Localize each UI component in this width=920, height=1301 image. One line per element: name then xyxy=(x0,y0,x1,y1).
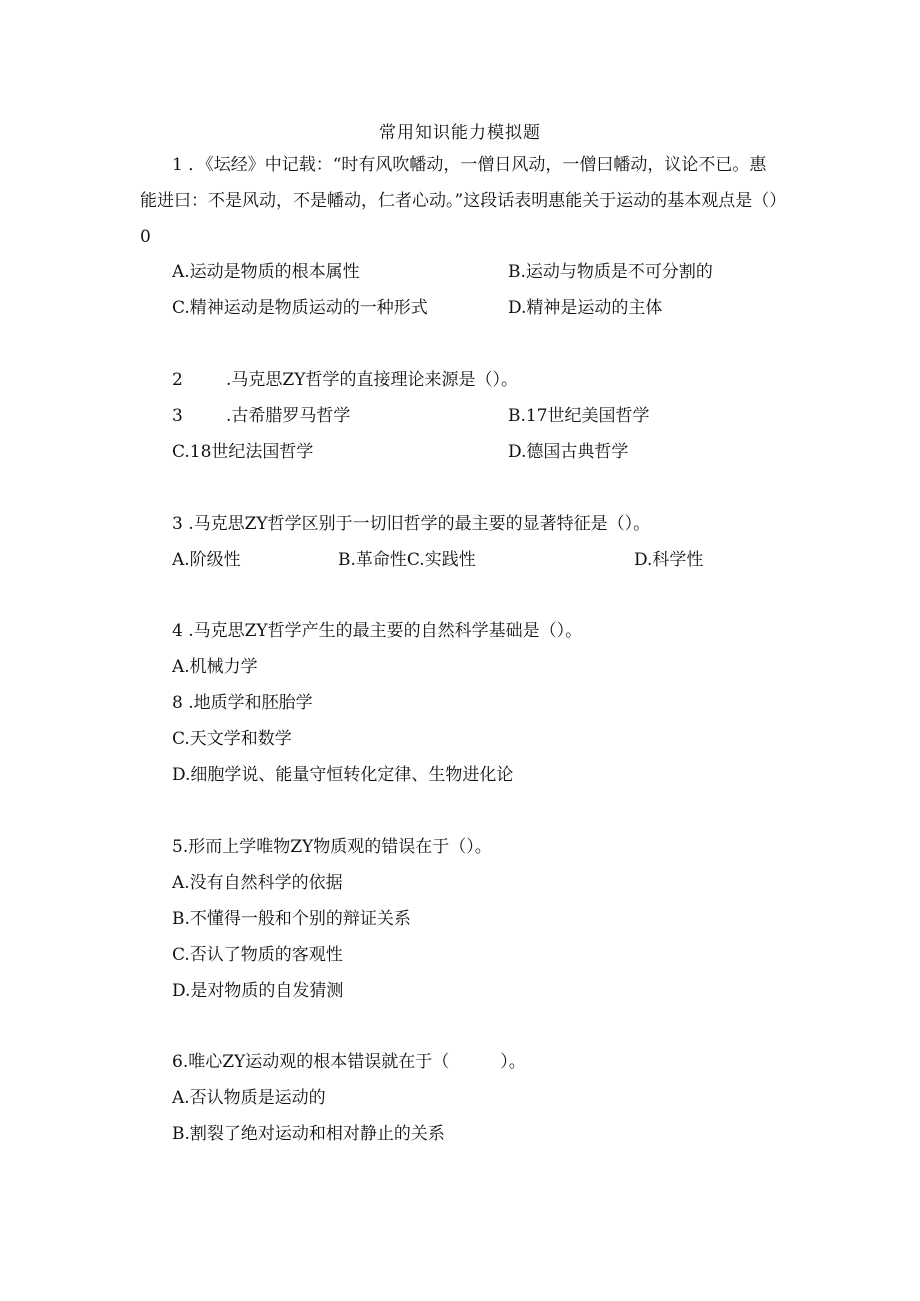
question-2-number: 2 xyxy=(172,370,183,390)
question-4-stem: 4 .马克思ZY哲学产生的最主要的自然科学基础是（）。 xyxy=(172,621,583,641)
question-1-stem: 1 ．《坛经》中记载：“时有风吹幡动，一僧日风动，一僧曰幡动，议论不已。惠能进曰：不是风动，不是幡动，仁者心动。”这段话表明惠能关于运动的基本观点是（）0 xyxy=(140,155,778,247)
question-5-option-d: D.是对物质的自发猜测 xyxy=(172,981,344,1001)
question-4-option-a: A.机械力学 xyxy=(172,657,258,677)
question-6-stem: 6.唯心ZY运动观的根本错误就在于（ ）。 xyxy=(172,1052,526,1072)
question-5-stem: 5.形而上学唯物ZY物质观的错误在于（）。 xyxy=(172,837,492,857)
question-2-option-a: .古希腊罗马哲学 xyxy=(226,406,351,426)
question-1-option-d: D.精神是运动的主体 xyxy=(508,298,663,318)
question-4-option-d: D.细胞学说、能量守恒转化定律、生物进化论 xyxy=(172,765,514,785)
question-3-stem: 3 .马克思ZY哲学区别于一切旧哲学的最主要的显著特征是（）。 xyxy=(172,514,651,534)
question-2-option-a-number: 3 xyxy=(172,406,183,426)
page-title: 常用知识能力模拟题 xyxy=(379,123,541,143)
question-3-option-a: A.阶级性 xyxy=(172,550,241,570)
question-2-option-b: B.17世纪美国哲学 xyxy=(508,406,650,426)
question-2-option-d: D.德国古典哲学 xyxy=(508,442,629,462)
question-3-option-bc: B.革命性C.实践性 xyxy=(338,550,476,570)
question-5-option-a: A.没有自然科学的依据 xyxy=(172,873,343,893)
question-6-option-a: A.否认物质是运动的 xyxy=(172,1088,326,1108)
question-4-option-c: C.天文学和数学 xyxy=(172,729,292,749)
question-3-option-d: D.科学性 xyxy=(634,550,704,570)
question-5-option-b: B.不懂得一般和个别的辩证关系 xyxy=(172,909,411,929)
question-2-stem: .马克思ZY哲学的直接理论来源是（）。 xyxy=(226,370,518,390)
question-1-option-b: B.运动与物质是不可分割的 xyxy=(508,262,713,282)
question-1-option-c: C.精神运动是物质运动的一种形式 xyxy=(172,298,428,318)
question-6-option-b: B.割裂了绝对运动和相对静止的关系 xyxy=(172,1124,445,1144)
question-2-option-c: C.18世纪法国哲学 xyxy=(172,442,314,462)
question-1-option-a: A.运动是物质的根本属性 xyxy=(172,262,360,282)
question-4-option-b: 8 .地质学和胚胎学 xyxy=(172,693,313,713)
question-5-option-c: C.否认了物质的客观性 xyxy=(172,945,343,965)
